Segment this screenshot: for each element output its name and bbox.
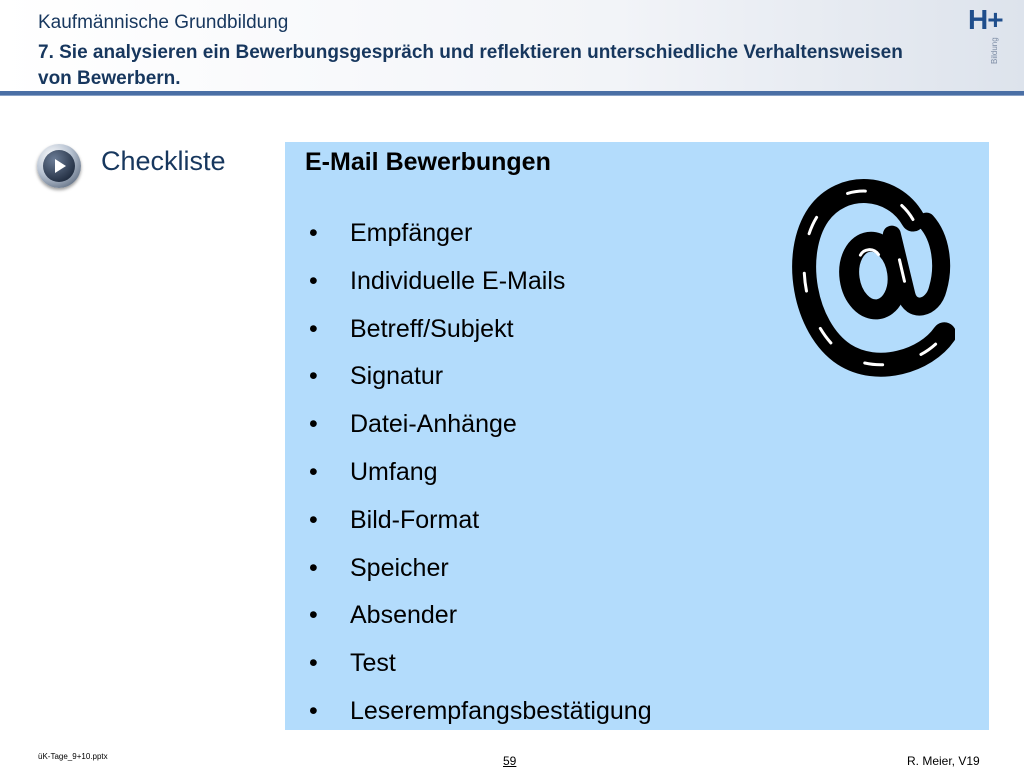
- bullet: •: [309, 457, 318, 486]
- bullet: •: [309, 505, 318, 534]
- bullet: •: [309, 314, 318, 343]
- course-title: Kaufmännische Grundbildung: [38, 12, 289, 33]
- logo: H+: [968, 4, 1003, 35]
- list-item: [309, 548, 652, 596]
- list-item-label: Absender: [350, 601, 458, 630]
- list-item-label: Umfang: [350, 457, 438, 486]
- footer-author: R. Meier, V19: [907, 754, 980, 768]
- list-item: [309, 261, 652, 309]
- play-button-face: [43, 150, 75, 182]
- list-item: [309, 595, 652, 643]
- list-item: [309, 356, 652, 404]
- topic-title: 7. Sie analysieren ein Bewerbungsgespräch und reflektieren unterschiedliche Verhaltensweisen von Bewerbern.: [38, 42, 903, 89]
- header-divider-thin: [0, 95, 1024, 96]
- footer-filename: üK-Tage_9+10.pptx: [38, 752, 108, 761]
- at-sign-icon: [785, 168, 955, 378]
- content-panel: [285, 142, 989, 730]
- list-item-label: Betreff/Subjekt: [350, 314, 514, 343]
- list-item-label: Bild-Format: [350, 505, 480, 534]
- page-number: 59: [503, 754, 517, 768]
- list-item: [309, 643, 652, 691]
- bullet: •: [309, 266, 318, 295]
- play-triangle: [55, 159, 66, 173]
- list-item: [309, 309, 652, 357]
- list-item: [309, 404, 652, 452]
- list-item-label: Individuelle E-Mails: [350, 266, 566, 295]
- bullet: •: [309, 410, 318, 439]
- list-item-label: Signatur: [350, 362, 444, 391]
- play-icon[interactable]: [37, 144, 81, 188]
- bullet: •: [309, 362, 318, 391]
- logo-subtitle: Bildung: [990, 37, 999, 64]
- list-item-label: Test: [350, 649, 396, 678]
- list-item: [309, 500, 652, 548]
- list-item: [309, 452, 652, 500]
- list-item-label: Datei-Anhänge: [350, 410, 517, 439]
- panel-title: E-Mail Bewerbungen: [305, 148, 551, 176]
- list-item-label: Speicher: [350, 553, 449, 582]
- bullet: •: [309, 601, 318, 630]
- section-label: Checkliste: [101, 146, 226, 176]
- list-item: [309, 691, 652, 739]
- bullet: •: [309, 649, 318, 678]
- list-item-label: Leserempfangsbestätigung: [350, 696, 652, 725]
- checklist: [309, 213, 652, 739]
- bullet: •: [309, 219, 318, 247]
- list-item-label: Empfänger: [350, 219, 473, 247]
- list-item: [309, 213, 652, 261]
- bullet: •: [309, 696, 318, 725]
- bullet: •: [309, 553, 318, 582]
